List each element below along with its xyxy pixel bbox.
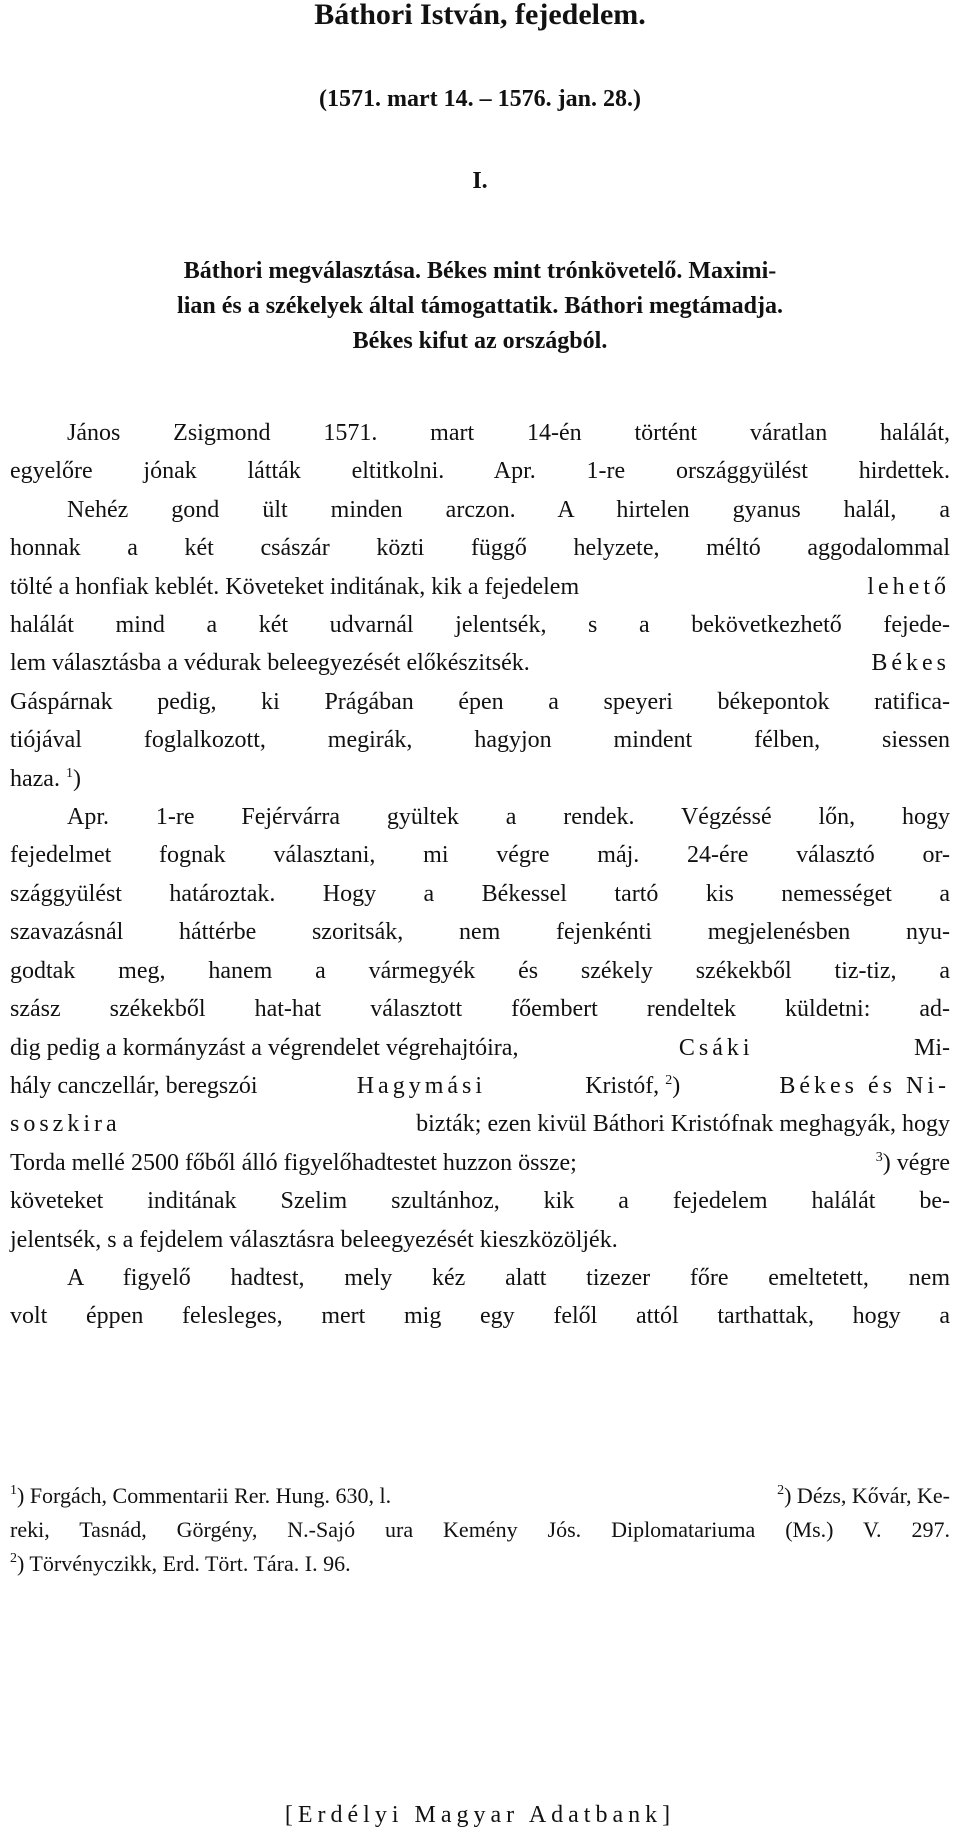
- footnotes: [10, 1479, 950, 1581]
- text-segment: hály canczellár, beregszói: [10, 1072, 258, 1099]
- text-segment: dig pedig a kormányzást a végrendelet végrehajtóira,: [10, 1034, 519, 1061]
- text-line: tiójával foglalkozott, megirák, hagyjon mindent félben, siessen: [10, 727, 950, 754]
- text-line: honnak a két császár közti függő helyzete, méltó aggodalommal: [10, 535, 950, 562]
- text-segment: Torda mellé 2500 főből álló figyelőhadtestet huzzon össze;: [10, 1149, 577, 1176]
- text-segment: ) Törvényczikk, Erd. Tört. Tára. I. 96.: [17, 1551, 351, 1576]
- chapter-summary-line: Báthori megválasztása. Békes mint trónkövetelő. Maximi-: [183, 258, 777, 284]
- text-line: szavazásnál háttérbe szoritsák, nem fejenkénti megjelenésben nyu-: [10, 919, 950, 946]
- spaced-word: Békes: [871, 650, 950, 677]
- text-segment: Mi-: [914, 1034, 950, 1061]
- spaced-word: Békes és Ni-: [779, 1072, 950, 1099]
- text-line: követeket inditának Szelim szultánhoz, kik a fejedelem halálát be-: [10, 1188, 950, 1215]
- text-line: János Zsigmond 1571. mart 14-én történt váratlan halálát,: [67, 420, 950, 446]
- text-line: szággyülést határoztak. Hogy a Békessel tartó kis nemességet a: [10, 880, 950, 907]
- chapter-summary-line: Békes kifut az országból.: [352, 328, 608, 354]
- text-segment: ): [672, 1072, 681, 1099]
- spaced-word: soszkira: [10, 1111, 121, 1138]
- spaced-word: Hagymási: [356, 1072, 487, 1099]
- text-line: [10, 1029, 950, 1067]
- text-line: Gáspárnak pedig, ki Prágában épen a speyeri békepontok ratifica-: [10, 688, 950, 715]
- footnote-ref: 1: [65, 765, 73, 781]
- text-line: jelentsék, s a fejdelem választásra beleegyezését kieszközöljék.: [10, 1226, 618, 1253]
- text-segment: ) Forgách, Commentarii Rer. Hung. 630, l.: [17, 1483, 392, 1508]
- text-line: egyelőre jónak látták eltitkolni. Apr. 1-re országgyülést hirdettek.: [10, 458, 950, 485]
- text-segment: ): [72, 765, 81, 792]
- text-line: godtak meg, hanem a vármegyék és székely székekből tiz-tiz, a: [10, 957, 950, 984]
- text-segment: lem választásba a védurak beleegyezését előkészitsék.: [10, 650, 530, 677]
- footnote-marker: 2: [10, 1551, 17, 1566]
- body-text: [10, 414, 950, 1336]
- text-line: Apr. 1-re Fejérvárra gyültek a rendek. Végzéssé lőn, hogy: [67, 804, 950, 831]
- text-segment: bizták; ezen kivül Báthori Kristófnak meghagyák, hogy: [416, 1111, 950, 1138]
- footnote-line: [10, 1547, 950, 1581]
- footnote-line: [10, 1479, 950, 1513]
- chapter-summary-line: lian és a székelyek által támogattatik. Báthori megtámadja.: [177, 293, 783, 319]
- footnote-ref: 2: [665, 1072, 673, 1088]
- footnote-line: reki, Tasnád, Görgény, N.-Sajó ura Kemény Jós. Diplomatariuma (Ms.) V. 297.: [10, 1517, 950, 1542]
- footnote-ref: 3: [875, 1149, 883, 1165]
- footnote-marker: 1: [10, 1483, 17, 1498]
- section-number: I.: [472, 168, 488, 194]
- footnote-marker: 2: [777, 1483, 785, 1498]
- text-line: [10, 760, 950, 798]
- text-segment: Kristóf,: [585, 1072, 660, 1099]
- text-line: [10, 1144, 950, 1182]
- text-line: halálát mind a két udvarnál jelentsék, s a bekövetkezhető fejede-: [10, 612, 950, 639]
- text-segment: tölté a honfiak keblét. Követeket inditának, kik a fejedelem: [10, 573, 580, 600]
- spaced-word: lehető: [867, 573, 950, 600]
- text-line: Nehéz gond ült minden arczon. A hirtelen gyanus halál, a: [67, 496, 950, 523]
- text-line: [10, 644, 950, 682]
- text-line: fejedelmet fognak választani, mi végre máj. 24-ére választó or-: [10, 842, 950, 869]
- footer-source: [Erdélyi Magyar Adatbank]: [284, 1802, 676, 1828]
- text-segment: ) végre: [882, 1149, 950, 1176]
- spaced-word: Csáki: [678, 1034, 754, 1061]
- text-segment: ) Dézs, Kővár, Ke-: [784, 1483, 950, 1508]
- text-line: [10, 568, 950, 606]
- text-line: [10, 1105, 950, 1143]
- reign-dates: (1571. mart 14. – 1576. jan. 28.): [319, 86, 641, 112]
- text-line: A figyelő hadtest, mely kéz alatt tizezer főre emeltetett, nem: [67, 1264, 950, 1291]
- page-title: Báthori István, fejedelem.: [314, 0, 646, 31]
- text-segment: haza.: [10, 765, 60, 792]
- text-line: [10, 1067, 950, 1105]
- text-line: szász székekből hat-hat választott főembert rendeltek küldetni: ad-: [10, 996, 950, 1023]
- text-line: volt éppen felesleges, mert mig egy felől attól tarthattak, hogy a: [10, 1303, 950, 1330]
- chapter-summary: [10, 254, 950, 359]
